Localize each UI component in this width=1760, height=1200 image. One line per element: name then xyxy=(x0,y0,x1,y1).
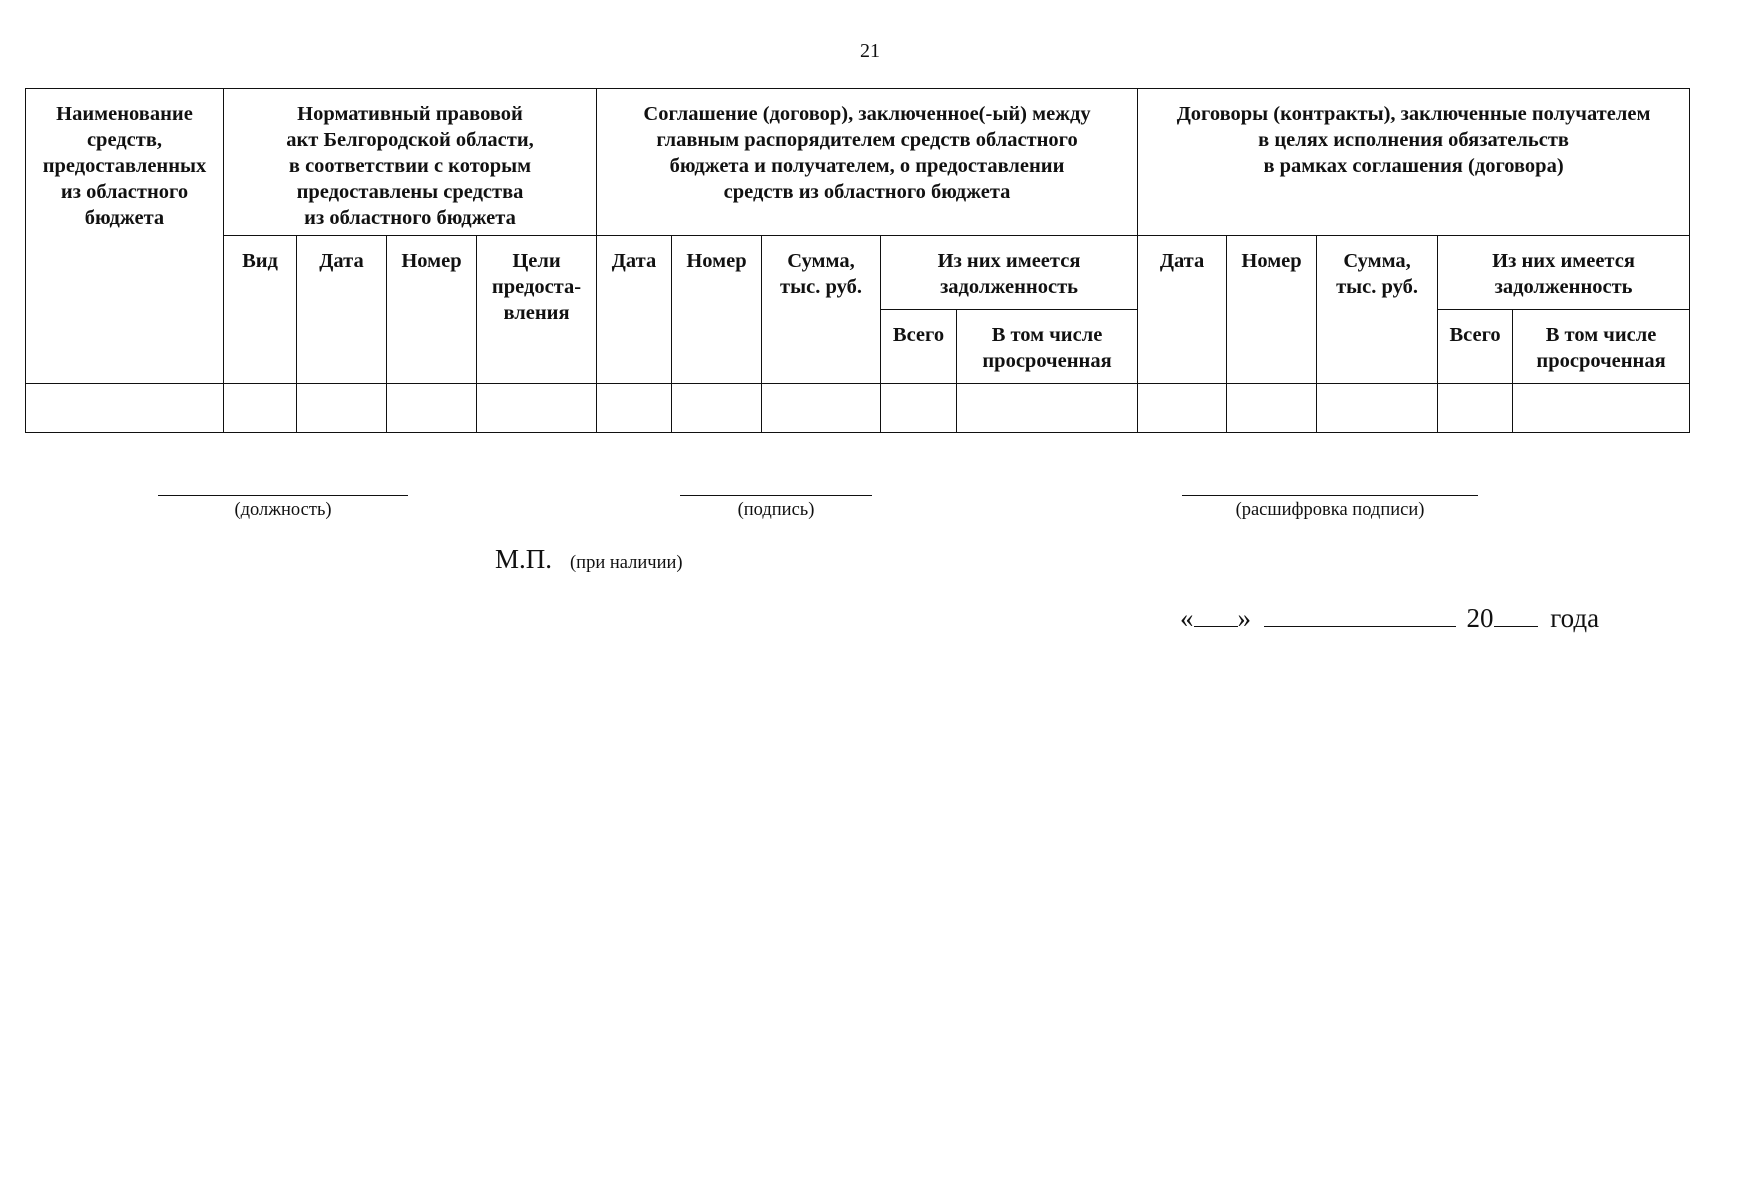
year-blank xyxy=(1494,600,1538,627)
table-cell xyxy=(597,384,672,433)
month-blank xyxy=(1264,600,1456,627)
header-agreement-debt-line: Из них имеется xyxy=(937,250,1081,272)
header-row-groups xyxy=(26,89,1690,236)
header-agreement-debt xyxy=(881,236,1138,310)
header-legal-act-purpose xyxy=(477,236,597,384)
header-purpose-line: Цели xyxy=(512,250,561,272)
header-contracts-debt-total: Всего xyxy=(1438,310,1513,384)
table-cell xyxy=(672,384,762,433)
signature-caption: (подпись) xyxy=(737,500,815,520)
header-contracts-sum xyxy=(1317,236,1438,384)
header-group-agreement xyxy=(597,89,1138,236)
header-agreement-date: Дата xyxy=(597,236,672,384)
stamp-place xyxy=(495,544,683,575)
header-contracts-sum-line: тыс. руб. xyxy=(1336,276,1418,298)
year-prefix: 20 xyxy=(1466,603,1494,633)
header-contracts-sum-line: Сумма, xyxy=(1343,250,1411,272)
header-agreement-sum-line: Сумма, xyxy=(787,250,855,272)
header-agreement-line: средств из областного бюджета xyxy=(723,181,1011,203)
decoding-line xyxy=(1182,495,1478,496)
header-group-contracts xyxy=(1138,89,1690,236)
decoding-caption: (расшифровка подписи) xyxy=(1235,500,1425,520)
header-funds-name xyxy=(26,89,224,384)
header-legal-act-line: акт Белгородской области, xyxy=(286,129,534,151)
header-funds-name-line: предоставленных xyxy=(42,155,207,177)
header-agreement-overdue-line: просроченная xyxy=(982,350,1112,372)
table-cell xyxy=(224,384,297,433)
date-open-quote: « xyxy=(1180,603,1194,633)
header-contracts-debt xyxy=(1438,236,1690,310)
table-cell xyxy=(1513,384,1690,433)
header-agreement-line: Соглашение (договор), заключенное(-ый) между xyxy=(643,103,1091,125)
table-cell xyxy=(762,384,881,433)
header-legal-act-line: Нормативный правовой xyxy=(297,103,523,125)
header-agreement-sum-line: тыс. руб. xyxy=(780,276,862,298)
header-legal-act-line: предоставлены средства xyxy=(296,181,524,203)
signature-decoding xyxy=(1182,495,1478,521)
stamp-label: М.П. xyxy=(495,544,553,574)
report-table xyxy=(25,88,1690,433)
header-legal-act-line: из областного бюджета xyxy=(304,207,516,229)
header-funds-name-line: Наименование xyxy=(56,103,193,125)
header-agreement-debt-line: задолженность xyxy=(940,276,1078,298)
header-agreement-debt-total: Всего xyxy=(881,310,957,384)
date-close-quote: » xyxy=(1237,603,1251,633)
header-funds-name-line: из областного xyxy=(60,181,189,203)
header-contracts-line: в рамках соглашения (договора) xyxy=(1263,155,1564,177)
header-legal-act-number: Номер xyxy=(387,236,477,384)
day-blank xyxy=(1194,600,1238,627)
header-contracts-line: Договоры (контракты), заключенные получателем xyxy=(1176,103,1651,125)
header-contracts-number: Номер xyxy=(1227,236,1317,384)
date-suffix: года xyxy=(1550,603,1600,633)
header-legal-act-line: в соответствии с которым xyxy=(288,155,532,177)
header-purpose-line: предоста- xyxy=(491,276,582,298)
header-funds-name-line: средств, xyxy=(86,129,163,151)
header-contracts-debt-line: задолженность xyxy=(1494,276,1633,298)
header-legal-act-type: Вид xyxy=(224,236,297,384)
header-agreement-debt-overdue xyxy=(957,310,1138,384)
stamp-note: (при наличии) xyxy=(570,553,683,573)
table-cell xyxy=(881,384,957,433)
header-contracts-debt-overdue xyxy=(1513,310,1690,384)
table-cell xyxy=(26,384,224,433)
header-contracts-date: Дата xyxy=(1138,236,1227,384)
header-agreement-sum xyxy=(762,236,881,384)
page-number: 21 xyxy=(860,40,880,62)
position-caption: (должность) xyxy=(234,500,332,520)
signature-position xyxy=(158,495,408,521)
table-row xyxy=(26,384,1690,433)
date-line xyxy=(1180,600,1599,634)
table-cell xyxy=(1438,384,1513,433)
header-funds-name-line: бюджета xyxy=(84,207,165,229)
table-cell xyxy=(477,384,597,433)
header-agreement-number: Номер xyxy=(672,236,762,384)
header-legal-act-date: Дата xyxy=(297,236,387,384)
header-contracts-overdue-line: просроченная xyxy=(1536,350,1666,372)
header-purpose-line: вления xyxy=(503,302,570,324)
header-row-columns xyxy=(26,236,1690,310)
header-agreement-line: главным распорядителем средств областного xyxy=(656,129,1078,151)
table-cell xyxy=(387,384,477,433)
header-contracts-debt-line: Из них имеется xyxy=(1492,250,1635,272)
table-cell xyxy=(957,384,1138,433)
header-group-legal-act xyxy=(224,89,597,236)
table-cell xyxy=(1227,384,1317,433)
signature-sign xyxy=(680,495,872,521)
table-cell xyxy=(1138,384,1227,433)
header-agreement-overdue-line: В том числе xyxy=(991,324,1103,346)
position-line xyxy=(158,495,408,496)
table-cell xyxy=(297,384,387,433)
signature-line xyxy=(680,495,872,496)
header-agreement-line: бюджета и получателем, о предоставлении xyxy=(669,155,1065,177)
table-cell xyxy=(1317,384,1438,433)
header-contracts-overdue-line: В том числе xyxy=(1545,324,1657,346)
header-contracts-line: в целях исполнения обязательств xyxy=(1258,129,1569,151)
